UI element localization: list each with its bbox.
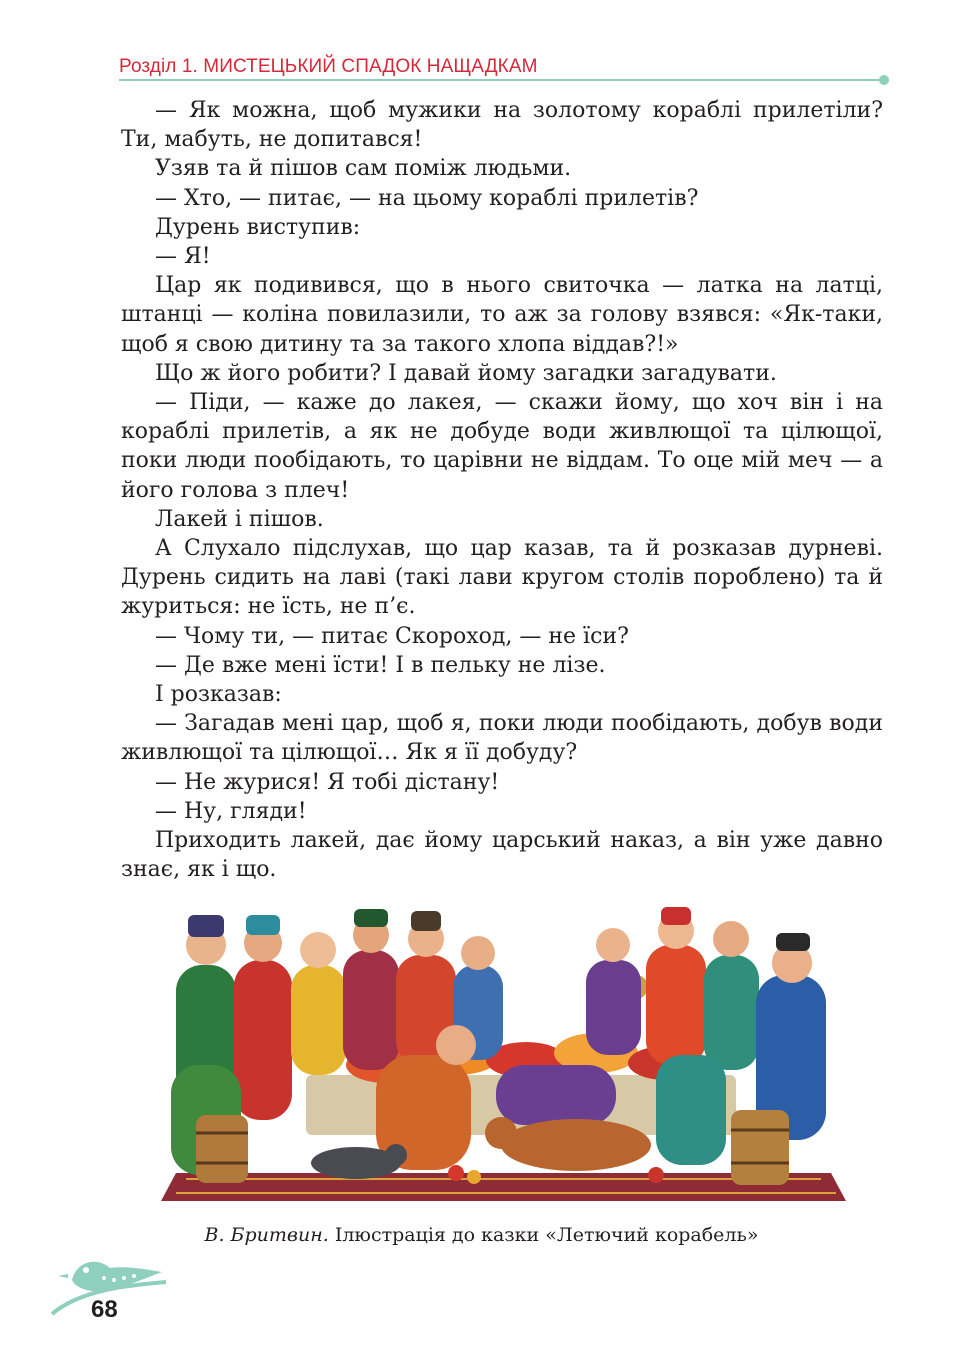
page-header <box>119 52 889 82</box>
header-divider-dot <box>879 75 889 85</box>
feast-illustration <box>156 905 851 1205</box>
paragraph: Дурень виступив: <box>155 214 361 240</box>
paragraph: Лакей і пішов. <box>155 506 324 532</box>
paragraph: — Хто, — питає, — на цьому кораблі прилетів? <box>155 185 699 211</box>
paragraph: — Піди, — каже до лакея, — скажи йому, що хоч він і на кораблі прилетів, а як не добуде води живлющої та цілющої, поки люди пообідають, то царівни не віддам. То оце мій меч — а його голова з плеч! <box>121 390 883 503</box>
paragraph: Цар як подивився, що в нього свиточка — латка на латці, штанці — коліна повилазили, то аж за голову взявся: «Як-таки, щоб я свою дитину та за такого хлопа віддав?!» <box>121 273 883 357</box>
story-text <box>121 96 883 884</box>
paragraph: — Чому ти, — питає Скороход, — не їси? <box>155 623 629 649</box>
paragraph: — Не журися! Я тобі дістану! <box>155 769 500 795</box>
page-number: 68 <box>91 1296 118 1323</box>
illustration-caption <box>0 1224 963 1246</box>
paragraph: Узяв та й пішов сам поміж людьми. <box>155 156 572 182</box>
paragraph: А Слухало підслухав, що цар казав, та й розказав дурневі. Дурень сидить на лаві (такі лави кругом столів пороблено) та й журиться: не їсть, не п’є. <box>121 536 883 620</box>
paragraph: Приходить лакей, дає йому царський наказ, а він уже давно знає, як і що. <box>121 828 883 883</box>
caption-author: В. Бритвин. <box>204 1224 329 1246</box>
paragraph: — Як можна, щоб мужики на золотому кораблі прилетіли? Ти, мабуть, не допитався! <box>121 98 883 153</box>
paragraph: Що ж його робити? І давай йому загадки загадувати. <box>155 360 777 386</box>
section-title: Розділ 1. МИСТЕЦЬКИЙ СПАДОК НАЩАДКАМ <box>119 56 538 77</box>
header-divider <box>119 79 881 81</box>
paragraph: — Я! <box>155 244 211 270</box>
paragraph: І розказав: <box>155 682 282 708</box>
paragraph: — Загадав мені цар, щоб я, поки люди пообідають, добув води живлющої та цілющої… Як я її добуду? <box>121 711 883 766</box>
paragraph: — Ну, гляди! <box>155 798 307 824</box>
caption-text: Ілюстрація до казки «Летючий корабель» <box>328 1224 759 1246</box>
paragraph: — Де вже мені їсти! І в пельку не лізе. <box>155 652 606 678</box>
